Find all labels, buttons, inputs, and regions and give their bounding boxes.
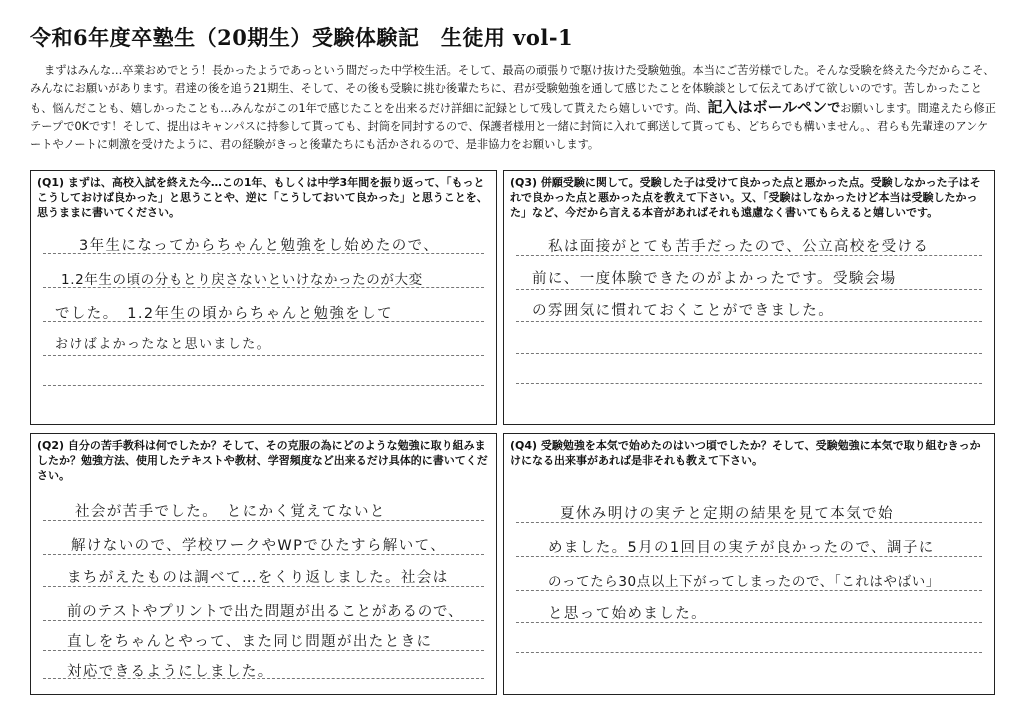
q1-box [30, 170, 497, 425]
q4-rule [516, 652, 982, 653]
q1-answer-line: でした。 1.2年生の頃からちゃんと勉強をして [55, 306, 394, 322]
q3-box [503, 170, 995, 425]
q1-answer-line: 1.2年生の頃の分もとり戻さないといけなかったのが大変 [61, 272, 423, 288]
q1-answer-line: おけばよかったなと思いました。 [55, 337, 272, 352]
q3-answer-line: 私は面接がとても苦手だったので、公立高校を受ける [548, 239, 930, 255]
q3-rule [516, 383, 982, 384]
q2-answer-line: 解けないので、学校ワークやWPでひたすら解いて、 [71, 538, 447, 554]
q2-question: (Q2) 自分の苦手教科は何でしたか？そして、その克服の為にどのような勉強に取り組みましたか？勉強方法、使用したテキストや教材、学習頻度など出来るだけ具体的に書いてください。 [37, 439, 488, 482]
q1-question: (Q1) まずは、高校入試を終えた今…この1年、もしくは中学3年間を振り返って、「もっとこうしておけば良かった」と思うことや、逆に「こうしておいて良かった」と思うことを、思うままに書いてください。 [37, 176, 488, 219]
q4-answer-line: と思って始めました。 [548, 606, 707, 622]
intro-part1: まずはみんな…卒業おめでとう！長かったようであっという間だった中学校生活。そして、最高の頑張りで駆け抜けた受験勉強。本当にご苦労様でした。そんな受験を終えた今だからこそ、みんなにお願いがあります。君達の後を追う21期生、そして、その後も受験に挑む後輩たちに、君が受験勉強を通して感じたことを体験談として伝えてあげて欲しいのです。苦しかったことも、悩んだことも、嬉しかったことも…みんながこの1年で感じたことを出来るだけ詳細に記録として残して貰えたら嬉しいです。尚、 [30, 64, 995, 115]
page-title: 令和6年度卒塾生（20期生）受験体験記 生徒用 vol-1 [30, 25, 574, 50]
q1-answer-line: 3年生になってからちゃんと勉強をし始めたので、 [79, 238, 440, 254]
q2-answer-line: まちがえたものは調べて…をくり返しました。社会は [67, 570, 449, 586]
q2-answer-line: 社会が苦手でした。 とにかく覚えてないと [75, 504, 386, 520]
q4-box [503, 433, 995, 695]
q3-question: (Q3) 併願受験に関して。受験した子は受けて良かった点と悪かった点。受験しなかった子はそれで良かった点と悪かった点を教えて下さい。又、「受験はしなかったけど本当は受験したかった」など、今だから言える本音があればそれも遠慮なく書いてもらえると嬉しいです。 [510, 176, 981, 219]
q4-rule [516, 590, 982, 591]
q4-answer-line: めました。5月の1回目の実テが良かったので、調子に [548, 540, 935, 556]
q2-answer-line: 直しをちゃんとやって、また同じ問題が出たときに [67, 634, 433, 650]
q3-answer-line: 前に、一度体験できたのがよかったです。受験会場 [532, 271, 897, 287]
intro-emphasis-de: で [827, 101, 841, 116]
intro-part2: お願いします。間違えたら修正テープで0Kです！そして、提出はキャンパスに持参して貰っても、封筒を同封するので、保護者様用と一緒に封筒に入れて郵送して貰っても、どちらでも構いません。、君らも先輩達のアンケートやノートに刺激を受けたように、君の経験がきっと後輩たちにも活かされるので、是非協力をお願いします。 [30, 102, 996, 151]
q4-question: (Q4) 受験勉強を本気で始めたのはいつ頃でしたか？そして、受験勉強に本気で取り組むきっかけになる出来事があれば是非それも教えて下さい。 [510, 439, 981, 467]
q3-rule [516, 321, 982, 322]
q3-answer-line: の雰囲気に慣れておくことができました。 [532, 303, 835, 319]
q1-rule [43, 355, 484, 356]
q2-box [30, 433, 497, 695]
q1-rule [43, 385, 484, 386]
intro-text [30, 62, 996, 154]
q3-rule [516, 353, 982, 354]
q4-answer-line: 夏休み明けの実テと定期の結果を見て本気で始 [560, 506, 894, 522]
q3-rule [516, 289, 982, 290]
q2-answer-line: 対応できるようにしました。 [67, 664, 274, 680]
q4-answer-line: のってたら30点以上下がってしまったので、「これはやばい」 [548, 574, 940, 590]
q2-answer-line: 前のテストやプリントで出た問題が出ることがあるので、 [67, 604, 464, 620]
intro-emphasis-pen: 記入はボールペン [707, 98, 828, 116]
